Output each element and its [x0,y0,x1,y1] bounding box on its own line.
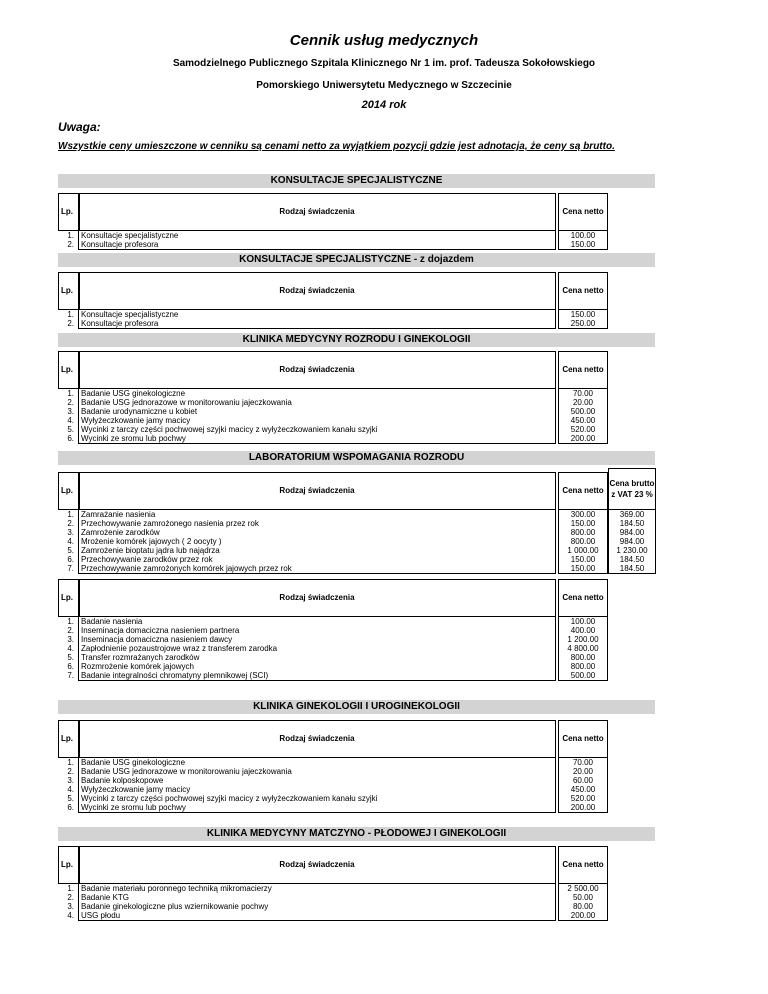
service-name: Wycinki z tarczy części pochwowej szyjki macicy z wyłyżeczkowaniem kanału szyjki [78,794,556,803]
col-lp: Lp. [58,351,80,389]
section-title: KLINIKA MEDYCYNY ROZRODU I GINEKOLOGII [58,333,655,347]
row-number: 2. [67,626,74,635]
price-netto: 200.00 [558,911,608,921]
row-number: 6. [67,434,74,443]
col-cena-netto: Cena netto [558,351,608,389]
page-title: Cennik usług medycznych [289,32,479,49]
price-netto: 520.00 [558,794,608,803]
row-number: 3. [67,528,74,537]
col-rodzaj: Rodzaj świadczenia [78,193,556,231]
row-number: 3. [67,635,74,644]
row-number: 5. [67,653,74,662]
price-netto: 1 200.00 [558,635,608,644]
service-name: USG płodu [78,911,556,921]
year: 2014 rok [361,99,407,111]
section-title: KLINIKA GINEKOLOGII I UROGINEKOLOGII [58,700,655,714]
row-number: 2. [67,519,74,528]
row-number: 6. [67,662,74,671]
row-number: 3. [67,902,74,911]
service-name: Wycinki ze sromu lub pochwy [78,803,556,813]
row-number: 5. [67,794,74,803]
price-netto: 4 800.00 [558,644,608,653]
price-netto: 2 500.00 [558,884,608,893]
row-number: 1. [67,884,74,893]
service-name: Wycinki z tarczy części pochwowej szyjki macicy z wyłyżeczkowaniem kanału szyjki [78,425,556,434]
price-netto: 450.00 [558,416,608,425]
service-name: Rozmrożenie komórek jajowych [78,662,556,671]
col-rodzaj: Rodzaj świadczenia [78,579,556,617]
service-name: Badanie USG jednorazowe w monitorowaniu jajeczkowania [78,767,556,776]
service-name: Zamrażanie nasienia [78,510,556,519]
note-heading: Uwaga: [58,120,101,134]
row-number: 2. [67,767,74,776]
col-cena-netto: Cena netto [558,272,608,310]
section-title: LABORATORIUM WSPOMAGANIA ROZRODU [58,451,655,465]
price-brutto: 184.50 [608,519,656,528]
price-netto: 100.00 [558,617,608,626]
col-lp: Lp. [58,720,80,758]
price-brutto: 184.50 [608,555,656,564]
price-netto: 800.00 [558,662,608,671]
service-name: Badanie kolposkopowe [78,776,556,785]
col-lp: Lp. [58,193,80,231]
price-netto: 500.00 [558,407,608,416]
col-rodzaj: Rodzaj świadczenia [78,351,556,389]
row-number: 4. [67,911,74,920]
row-number: 4. [67,644,74,653]
price-brutto: 184.50 [608,564,656,574]
col-rodzaj: Rodzaj świadczenia [78,720,556,758]
price-netto: 20.00 [558,767,608,776]
service-name: Przechowywanie zarodków przez rok [78,555,556,564]
price-netto: 70.00 [558,389,608,398]
service-name: Konsultacje profesora [78,240,556,250]
hospital-name: Samodzielnego Publicznego Szpitala Klinicznego Nr 1 im. prof. Tadeusza Sokołowskiego [172,58,596,69]
row-number: 7. [67,671,74,680]
row-number: 6. [67,555,74,564]
service-name: Badanie USG jednorazowe w monitorowaniu jajeczkowania [78,398,556,407]
service-name: Badanie USG ginekologiczne [78,389,556,398]
service-name: Zapłodnienie pozaustrojowe wraz z transferem zarodka [78,644,556,653]
service-name: Wycinki ze sromu lub pochwy [78,434,556,444]
row-number: 4. [67,537,74,546]
price-netto: 80.00 [558,902,608,911]
row-number: 1. [67,617,74,626]
service-name: Badanie nasienia [78,617,556,626]
service-name: Badanie USG ginekologiczne [78,758,556,767]
row-number: 3. [67,776,74,785]
price-brutto: 1 230.00 [608,546,656,555]
university-name: Pomorskiego Uniwersytetu Medycznego w Szczecinie [256,80,512,91]
price-netto: 200.00 [558,803,608,813]
price-netto: 150.00 [558,555,608,564]
row-number: 2. [67,240,74,249]
price-netto: 1 000.00 [558,546,608,555]
price-brutto: 984.00 [608,537,656,546]
col-lp: Lp. [58,472,80,510]
col-lp: Lp. [58,272,80,310]
price-netto: 70.00 [558,758,608,767]
price-netto: 800.00 [558,528,608,537]
service-name: Zamrożenie bioptatu jądra lub najądrza [78,546,556,555]
price-netto: 20.00 [558,398,608,407]
row-number: 6. [67,803,74,812]
row-number: 1. [67,231,74,240]
service-name: Badanie KTG [78,893,556,902]
price-brutto: 984.00 [608,528,656,537]
price-netto: 520.00 [558,425,608,434]
section-title: KLINIKA MEDYCYNY MATCZYNO - PŁODOWEJ I GINEKOLOGII [58,827,655,841]
service-name: Wyłyżeczkowanie jamy macicy [78,416,556,425]
service-name: Konsultacje specjalistyczne [78,231,556,240]
row-number: 7. [67,564,74,573]
service-name: Badanie ginekologiczne plus wziernikowanie pochwy [78,902,556,911]
col-cena-netto: Cena netto [558,846,608,884]
col-cena-netto: Cena netto [558,720,608,758]
service-name: Inseminacja domaciczna nasieniem partnera [78,626,556,635]
service-name: Zamrożenie zarodków [78,528,556,537]
row-number: 5. [67,425,74,434]
col-lp: Lp. [58,579,80,617]
row-number: 4. [67,416,74,425]
price-netto: 500.00 [558,671,608,681]
col-rodzaj: Rodzaj świadczenia [78,472,556,510]
row-number: 1. [67,389,74,398]
row-number: 2. [67,319,74,328]
price-netto: 150.00 [558,519,608,528]
section-title: KONSULTACJE SPECJALISTYCZNE [58,174,655,188]
row-number: 2. [67,893,74,902]
price-netto: 150.00 [558,564,608,574]
service-name: Przechowywanie zamrożonych komórek jajowych przez rok [78,564,556,574]
service-name: Konsultacje specjalistyczne [78,310,556,319]
price-netto: 250.00 [558,319,608,329]
row-number: 1. [67,510,74,519]
service-name: Wyłyżeczkowanie jamy macicy [78,785,556,794]
col-lp: Lp. [58,846,80,884]
service-name: Konsultacje profesora [78,319,556,329]
note-text: Wszystkie ceny umieszczone w cenniku są cenami netto za wyjątkiem pozycji gdzie jest adnotacja, że ceny są brutto. [58,141,615,152]
price-brutto: 369.00 [608,510,656,519]
price-netto: 200.00 [558,434,608,444]
row-number: 2. [67,398,74,407]
col-rodzaj: Rodzaj świadczenia [78,846,556,884]
col-cena-netto: Cena netto [558,193,608,231]
section-title: KONSULTACJE SPECJALISTYCZNE - z dojazdem [58,253,655,267]
service-name: Transfer rozmrażanych zarodków [78,653,556,662]
price-netto: 50.00 [558,893,608,902]
service-name: Badanie materiału poronnego techniką mikromacierzy [78,884,556,893]
row-number: 1. [67,758,74,767]
service-name: Badanie integralności chromatyny plemnikowej (SCI) [78,671,556,681]
price-netto: 400.00 [558,626,608,635]
price-netto: 100.00 [558,231,608,240]
service-name: Inseminacja domaciczna nasieniem dawcy [78,635,556,644]
service-name: Przechowywanie zamrożonego nasienia przez rok [78,519,556,528]
row-number: 3. [67,407,74,416]
price-netto: 800.00 [558,653,608,662]
price-netto: 150.00 [558,310,608,319]
row-number: 4. [67,785,74,794]
service-name: Badanie urodynamiczne u kobiet [78,407,556,416]
row-number: 1. [67,310,74,319]
col-cena-brutto: Cena brutto z VAT 23 % [608,468,656,510]
row-number: 5. [67,546,74,555]
price-netto: 300.00 [558,510,608,519]
col-cena-netto: Cena netto [558,579,608,617]
col-rodzaj: Rodzaj świadczenia [78,272,556,310]
price-netto: 800.00 [558,537,608,546]
price-netto: 150.00 [558,240,608,250]
service-name: Mrożenie komórek jajowych ( 2 oocyty ) [78,537,556,546]
col-cena-netto: Cena netto [558,472,608,510]
price-netto: 450.00 [558,785,608,794]
price-netto: 60.00 [558,776,608,785]
